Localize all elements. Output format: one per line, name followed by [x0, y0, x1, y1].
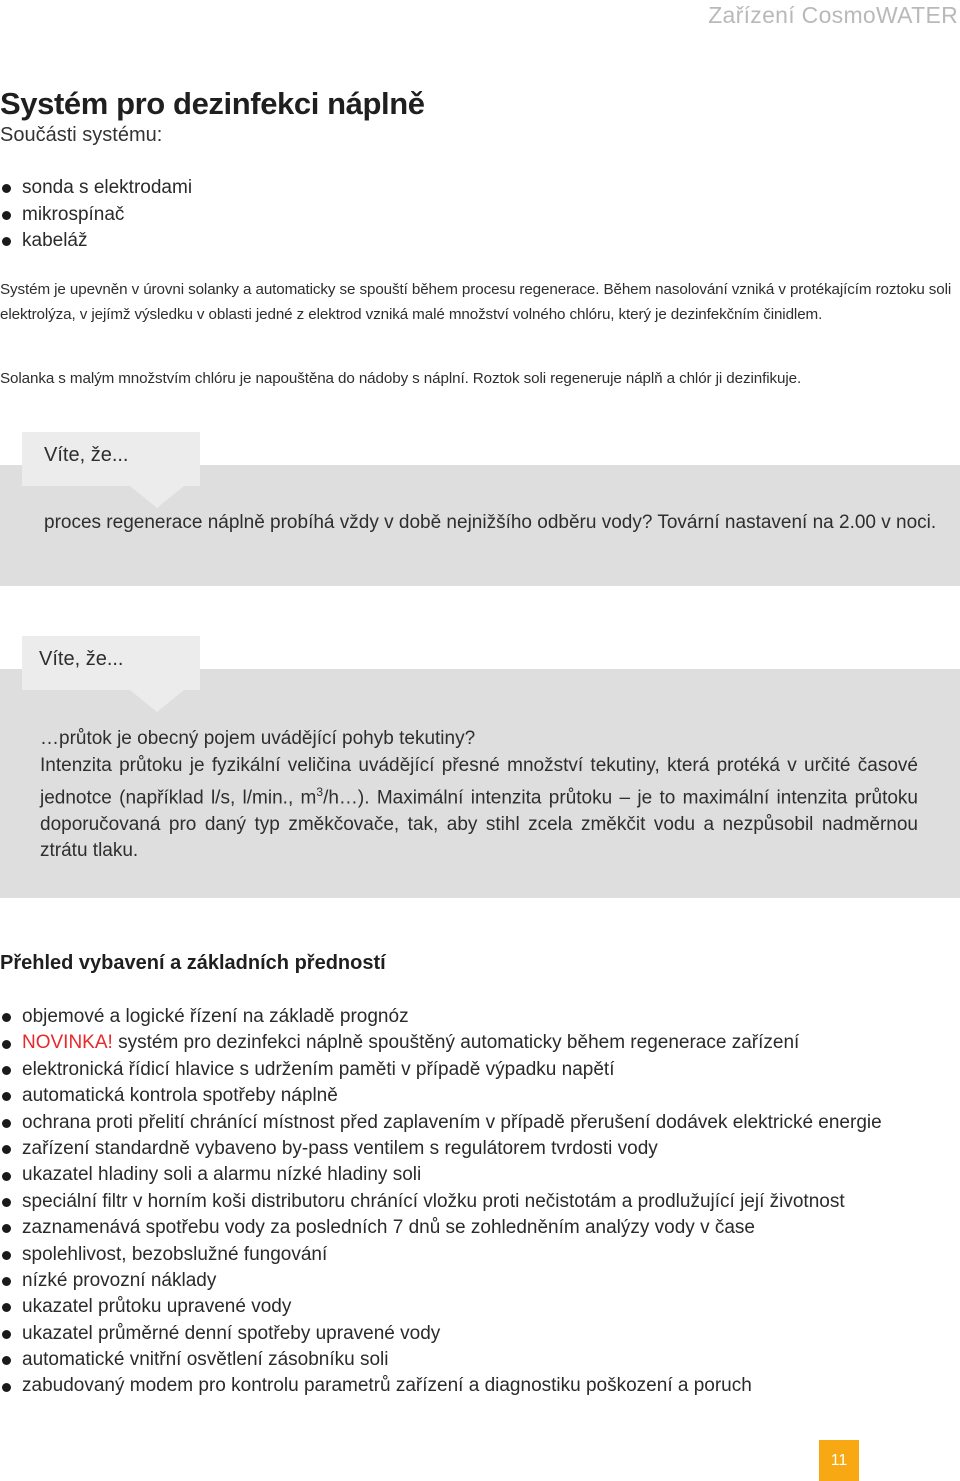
list-item [0, 1030, 882, 1056]
list-item: sonda s elektrodami [0, 175, 192, 202]
info-box-tab [22, 432, 200, 486]
list-item: nízké provozní náklady [0, 1268, 882, 1294]
page-number: 11 [819, 1440, 859, 1481]
info-box-label: Víte, že... [44, 444, 129, 466]
section-subtitle: Součásti systému: [0, 124, 163, 146]
info-box-2-question: …průtok je obecný pojem uvádějící pohyb tekutiny? [40, 728, 476, 749]
info-box-2-tab [22, 636, 200, 690]
description-paragraph: Systém je upevněn v úrovni solanky a automaticky se spouští během procesu regenerace. Během nasolování vzniká v protékajícím roztoku soli elektrolýza, v jejímž výsledku v oblasti jedné z elektrod vzniká malé množství volného chlóru, který je dezinfekčním činidlem. [0, 281, 952, 323]
list-item: kabeláž [0, 228, 192, 255]
list-item: spolehlivost, bezobslužné fungování [0, 1242, 882, 1268]
list-item: zaznamenává spotřebu vody za posledních 7 dnů se zohledněním analýzy vody v čase [0, 1215, 882, 1241]
list-item: zařízení standardně vybaveno by-pass ventilem s regulátorem tvrdosti vody [0, 1136, 882, 1162]
tab-pointer-icon [130, 486, 184, 508]
list-item: ukazatel hladiny soli a alarmu nízké hladiny soli [0, 1162, 882, 1188]
info-box-text: proces regenerace náplně probíhá vždy v době nejnižšího odběru vody? Tovární nastavení na 2.00 v noci. [44, 512, 937, 533]
list-item: ukazatel průměrné denní spotřeby upravené vody [0, 1321, 882, 1347]
features-title: Přehled vybavení a základních předností [0, 952, 386, 974]
novinka-badge: NOVINKA! [22, 1032, 113, 1054]
info-box-2-body-a: Intenzita průtoku je fyzikální veličina uvádějící přesné množství tekutiny, která protéká v určité časové jednotce (například l/s, l/min., m [40, 754, 918, 809]
list-item: elektronická řídicí hlavice s udržením paměti v případě výpadku napětí [0, 1057, 882, 1083]
list-item: automatická kontrola spotřeby náplně [0, 1083, 882, 1109]
info-box-2-text [40, 726, 918, 865]
list-item-text: systém pro dezinfekci náplně spouštěný automaticky během regenerace zařízení [118, 1032, 800, 1054]
list-item: ochrana proti přelití chránící místnost před zaplavením v případě přerušení dodávek elektrické energie [0, 1110, 882, 1136]
list-item: speciální filtr v horním koši distributoru chránící vložku proti nečistotám a prodlužující její životnost [0, 1189, 882, 1215]
description-paragraph-2: Solanka s malým množstvím chlóru je napouštěna do nádoby s náplní. Roztok soli regeneruje náplň a chlór ji dezinfikuje. [0, 370, 802, 387]
list-item: ukazatel průtoku upravené vody [0, 1294, 882, 1320]
section-title: Systém pro dezinfekci náplně [0, 86, 425, 121]
tab-pointer-icon [130, 690, 184, 712]
list-item: zabudovaný modem pro kontrolu parametrů zařízení a diagnostiku poškození a poruch [0, 1373, 882, 1399]
components-list [0, 175, 192, 255]
list-item: automatické vnitřní osvětlení zásobníku soli [0, 1347, 882, 1373]
header-title: Zařízení CosmoWATER [708, 2, 958, 28]
features-list [0, 1004, 882, 1400]
list-item: objemové a logické řízení na základě prognóz [0, 1004, 882, 1030]
info-box-2-body-b: /h…). Maximální intenzita průtoku – je to maximální intenzita průtoku doporučovaná pro daný typ změkčovače, tak, aby stihl zcela změkčit vodu a nezpůsobil nadměrnou ztrátu tlaku. [40, 787, 918, 862]
superscript: 3 [316, 785, 324, 799]
info-box-2-label: Víte, že... [39, 648, 124, 670]
list-item: mikrospínač [0, 202, 192, 229]
